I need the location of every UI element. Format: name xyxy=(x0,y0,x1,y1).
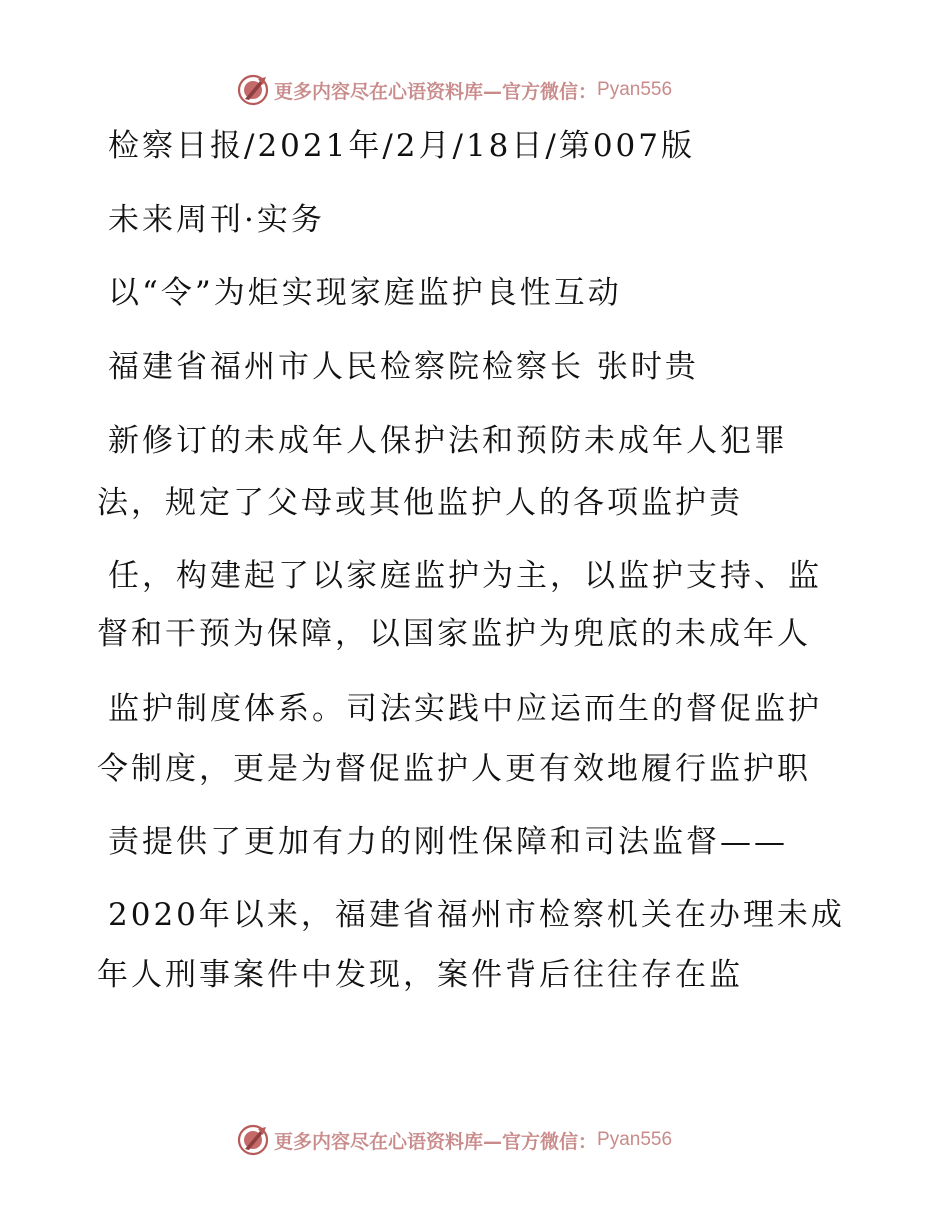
watermark-banner-top xyxy=(236,73,672,107)
article-title: 以“令”为炬实现家庭监护良性互动 xyxy=(108,275,622,311)
body-line: 法，规定了父母或其他监护人的各项监护责 xyxy=(97,485,743,521)
watermark-banner-bottom xyxy=(236,1123,672,1157)
watermark-text: 更多内容尽在心语资料库—官方微信： xyxy=(274,80,598,103)
source-line: 检察日报/2021年/2月/18日/第007版 xyxy=(108,128,696,164)
body-line: 监护制度体系。司法实践中应运而生的督促监护 xyxy=(108,691,822,727)
body-line: 新修订的未成年人保护法和预防未成年人犯罪 xyxy=(108,423,788,459)
watermark-wechat-id: Pyan556 xyxy=(597,1129,673,1150)
author-line: 福建省福州市人民检察院检察长 张时贵 xyxy=(108,349,699,385)
quill-seal-icon xyxy=(236,73,270,107)
quill-seal-icon xyxy=(236,1123,270,1157)
body-line: 任，构建起了以家庭监护为主，以监护支持、监 xyxy=(108,558,822,594)
body-line: 督和干预为保障，以国家监护为兜底的未成年人 xyxy=(97,616,811,652)
body-line: 令制度，更是为督促监护人更有效地履行监护职 xyxy=(97,751,811,787)
column-name: 未来周刊·实务 xyxy=(108,202,325,238)
body-line: 责提供了更加有力的刚性保障和司法监督—— xyxy=(108,824,788,860)
body-line: 年人刑事案件中发现，案件背后往往存在监 xyxy=(97,957,743,993)
body-line: 2020年以来，福建省福州市检察机关在办理未成 xyxy=(108,897,845,933)
watermark-wechat-id: Pyan556 xyxy=(597,79,673,100)
watermark-text: 更多内容尽在心语资料库—官方微信： xyxy=(274,1130,598,1153)
